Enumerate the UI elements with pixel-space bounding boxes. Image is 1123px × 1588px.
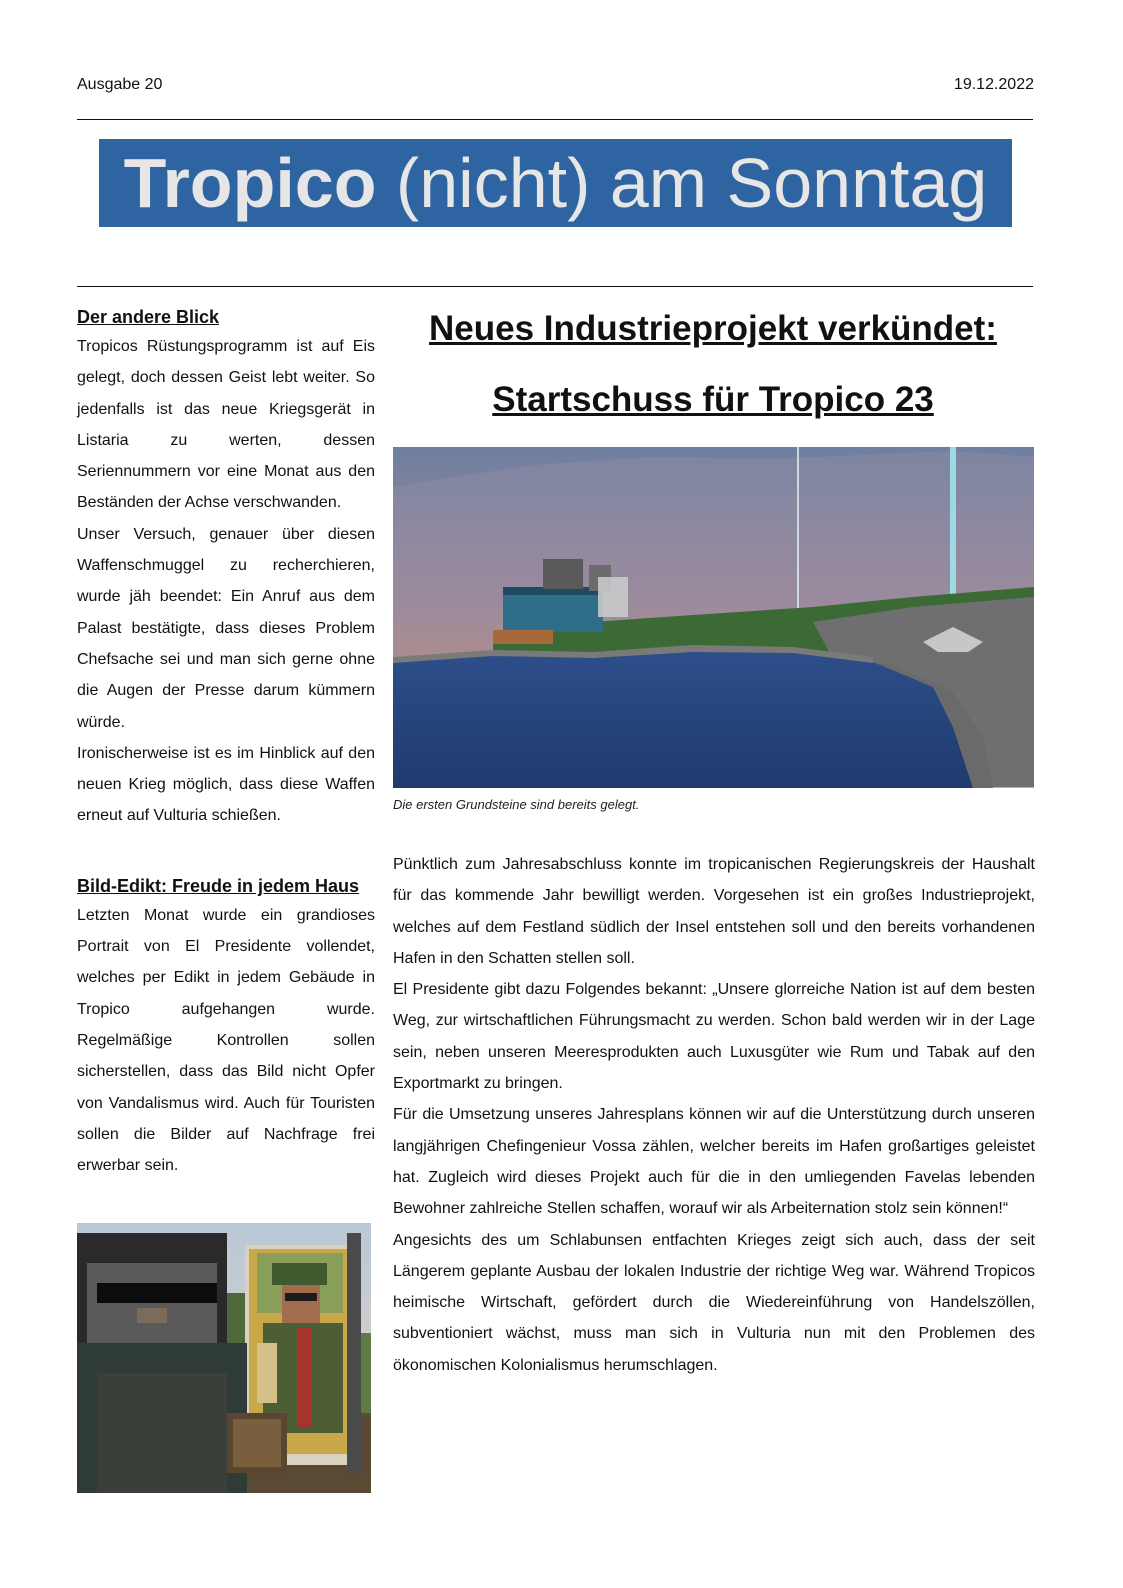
issue-date: 19.12.2022 (953, 76, 1034, 93)
portrait-photo (77, 1223, 371, 1493)
section-heading-der-andere-blick: Der andere Blick (77, 307, 220, 327)
main-article-body (393, 849, 1035, 1381)
paragraph: Für die Umsetzung unseres Jahresplans können wir auf die Unterstützung durch unseren langjährigen Chefingenieur Vossa zählen, welcher bereits im Hafen großartiges geleistet hat. Zugleich wird dieses Projekt auch für die in den umliegenden Favelas lebenden Bewohner zahlreiche Stellen schaffen, worauf wir als Arbeiternation stolz sein können!“ (393, 1106, 1035, 1218)
headline-line-2: Startschuss für Tropico 23 (492, 380, 934, 419)
paragraph: Letzten Monat wurde ein grandioses Portrait von El Presidente vollendet, welches per Edikt in jedem Gebäude in Tropico aufgehangen wurde. Regelmäßige Kontrollen sollen sicherstellen, dass das Bild nicht Opfer von Vandalismus wird. Auch für Touristen sollen die Bilder auf Nachfrage frei erwerbar sein. (77, 906, 375, 1175)
photo-caption: Die ersten Grundsteine sind bereits gelegt. (393, 797, 640, 812)
paragraph: Ironischerweise ist es im Hinblick auf den neuen Krieg möglich, dass diese Waffen erneut auf Vulturia schießen. (77, 744, 375, 825)
title-bold-part: Tropico (123, 144, 377, 222)
headline-line-1: Neues Industrieprojekt verkündet: (429, 309, 997, 348)
industry-project-photo (393, 447, 1034, 788)
paragraph: Angesichts des um Schlabunsen entfachten Krieges zeigt sich auch, dass der seit Längerem geplante Ausbau der lokalen Industrie der richtige Weg war. Während Tropicos heimische Wirtschaft, gefördert durch die Wiedereinführung von Handelszöllen, subventioniert wächst, muss man sich in Vulturia nun mit den Problemen des ökonomischen Kolonialismus herumschlagen. (393, 1231, 1035, 1374)
left-column (77, 303, 375, 1181)
issue-number: Ausgabe 20 (77, 76, 163, 93)
paragraph: El Presidente gibt dazu Folgendes bekannt: „Unsere glorreiche Nation ist auf dem besten Weg, zur wirtschaftlichen Führungsmacht zu werden. Schon bald werden wir in der Lage sein, neben unseren Meeresprodukten auch Luxusgüter wie Rum und Tabak auf den Exportmarkt zu bringen. (393, 981, 1035, 1093)
paragraph: Pünktlich zum Jahresabschluss konnte im tropicanischen Regierungskreis der Haushalt für das kommende Jahr bewilligt werden. Vorgesehen ist ein großes Industrieprojekt, welches auf dem Festland südlich der Insel entstehen soll und den bereits vorhandenen Hafen in den Schatten stellen soll. (393, 856, 1035, 967)
masthead (99, 139, 1012, 227)
paragraph: Unser Versuch, genauer über diesen Waffenschmuggel zu recherchieren, wurde jäh beendet: Ein Anruf aus dem Palast bestätigte, dass dieses Problem Chefsache sei und man sich gerne ohne die Augen der Presse darum kümmern würde. (77, 525, 375, 731)
newspaper-title (99, 139, 1012, 227)
title-rest-part: (nicht) am Sonntag (376, 144, 988, 222)
section-heading-bild-edikt: Bild-Edikt: Freude in jedem Haus (77, 875, 360, 896)
header-rule-bottom (77, 286, 1033, 287)
paragraph: Tropicos Rüstungsprogramm ist auf Eis gelegt, doch dessen Geist lebt weiter. So jedenfalls ist das neue Kriegsgerät in Listaria zu werten, dessen Seriennummern vor eine Monat aus den Beständen der Achse verschwanden. (77, 338, 375, 512)
header-rule-top (77, 119, 1033, 120)
